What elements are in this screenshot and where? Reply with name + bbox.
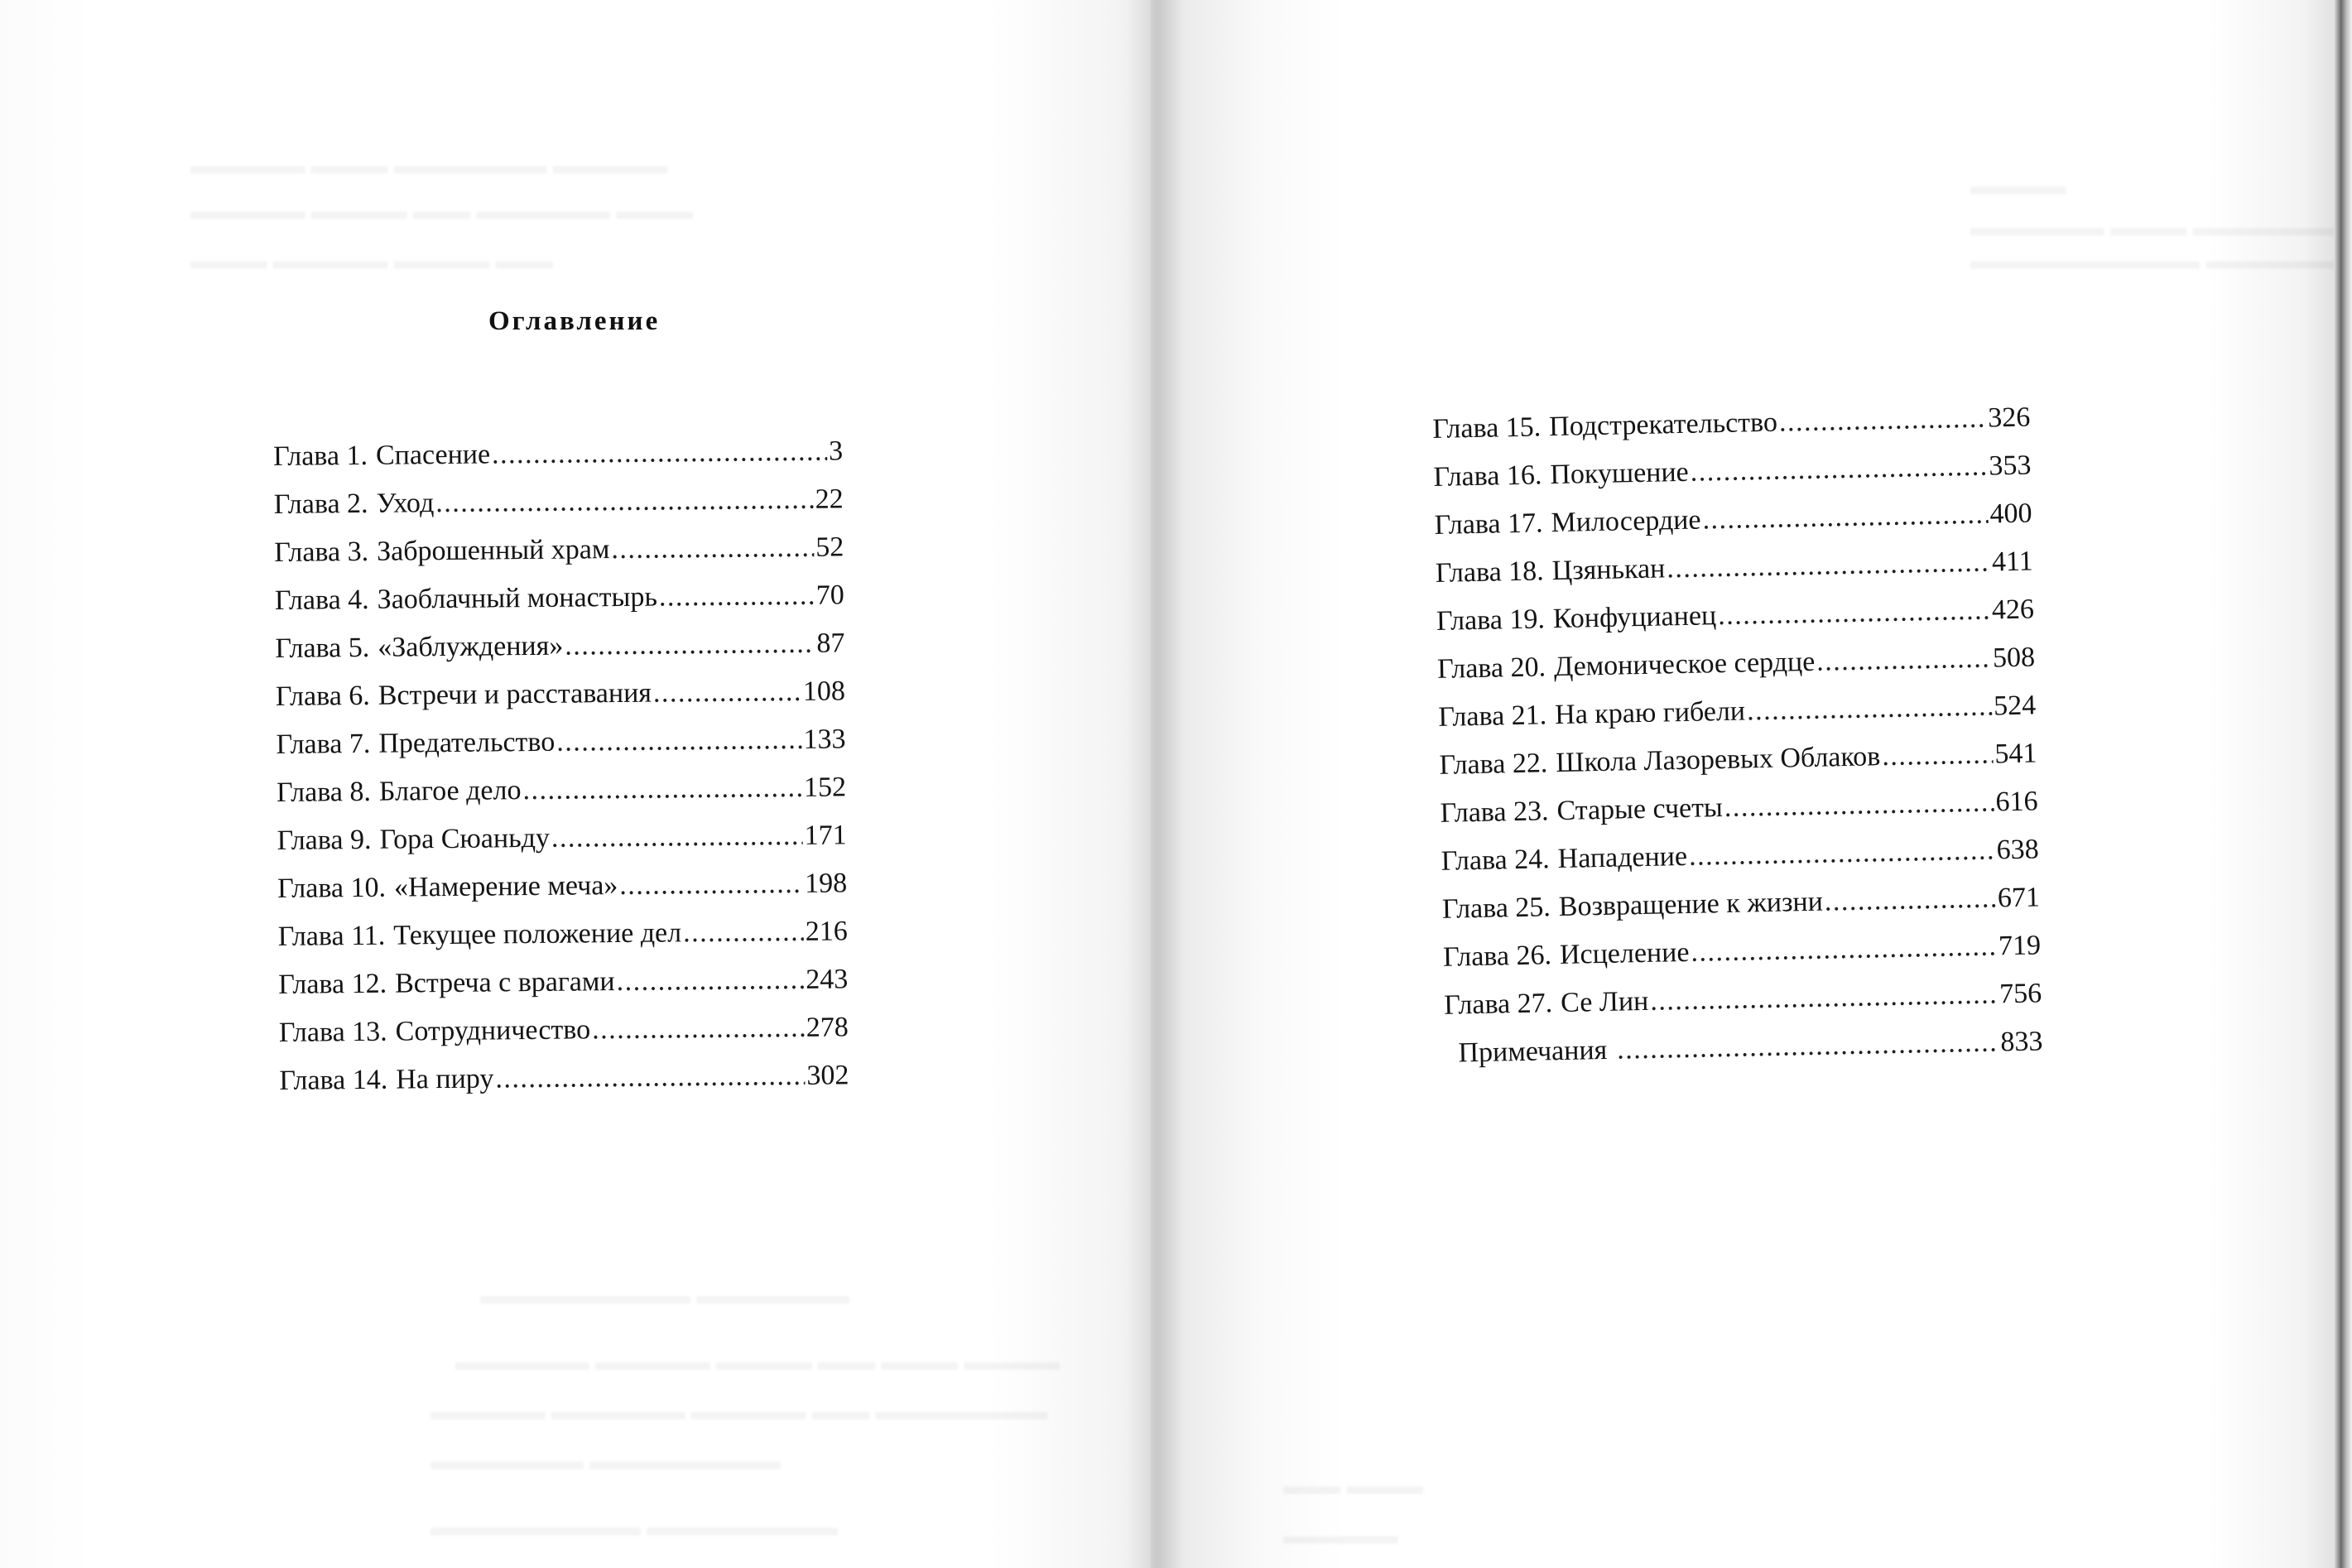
toc-chapter-label: Глава 23. [1440, 796, 1549, 829]
toc-leader-dots [619, 868, 803, 902]
toc-chapter-label: Глава 21. [1437, 700, 1547, 733]
toc-page-number: 541 [1994, 738, 2037, 770]
toc-chapter-label: Глава 3. [274, 536, 369, 568]
toc-leader-dots [495, 1061, 805, 1095]
bleed-through-text [190, 240, 553, 269]
bleed-through-text [1283, 1515, 1397, 1544]
toc-chapter-label: Глава 2. [273, 488, 368, 520]
toc-chapter-label: Глава 18. [1435, 556, 1545, 589]
toc-page-number: 216 [805, 916, 848, 947]
toc-entry [279, 1060, 849, 1113]
toc-entry [275, 580, 845, 633]
toc-entry [278, 916, 849, 969]
toc-chapter-title: Благое дело [378, 775, 522, 807]
toc-chapter-title: Нападение [1557, 840, 1688, 875]
toc-leader-dots [1882, 738, 1994, 772]
toc-leader-dots [1702, 499, 1989, 536]
toc-chapter-title: Текущее положение дел [393, 917, 682, 951]
bleed-through-text [1283, 1465, 1423, 1494]
toc-chapter-title: Се Лин [1560, 985, 1649, 1019]
toc-chapter-label: Глава 1. [273, 440, 368, 472]
toc-list-right [1432, 402, 2043, 1086]
toc-leader-dots [1824, 883, 1996, 917]
toc-chapter-title: Исцеление [1559, 936, 1690, 971]
toc-page-number: 508 [1992, 642, 2036, 674]
book-edge [2334, 0, 2352, 1568]
toc-entry [279, 1012, 849, 1065]
toc-leader-dots [1689, 835, 1995, 872]
toc-entry [275, 628, 845, 681]
bleed-through-text [430, 1507, 838, 1536]
toc-chapter-label: Глава 4. [274, 584, 369, 616]
toc-chapter-label: Глава 6. [275, 680, 370, 712]
toc-leader-dots [556, 724, 802, 758]
toc-chapter-title: Демоническое сердце [1553, 646, 1816, 683]
toc-chapter-title: Спасение [375, 439, 491, 471]
toc-list-left [273, 435, 849, 1113]
toc-leader-dots [1718, 595, 1991, 632]
toc-chapter-label: Глава 10. [277, 872, 387, 904]
bleed-through-text [480, 1275, 849, 1304]
toc-entry [276, 724, 846, 777]
toc-page-number: 756 [1998, 978, 2042, 1010]
toc-chapter-label: Глава 13. [278, 1016, 387, 1048]
toc-chapter-title: Предательство [378, 726, 556, 759]
toc-page-number: 411 [1991, 546, 2034, 578]
toc-chapter-title: Школа Лазоревых Облаков [1555, 741, 1881, 779]
toc-leader-dots [616, 964, 804, 998]
toc-chapter-title: «Намерение меча» [393, 870, 618, 903]
toc-leader-dots [1617, 1027, 1999, 1065]
toc-chapter-title: Старые счеты [1556, 792, 1724, 827]
toc-chapter-title: Конфуцианец [1552, 600, 1717, 635]
toc-leader-dots [1667, 547, 1990, 585]
toc-chapter-label: Глава 24. [1441, 844, 1551, 877]
toc-chapter-title: Покушение [1549, 456, 1690, 491]
toc-leader-dots [653, 676, 801, 709]
toc-page-number: 278 [806, 1012, 849, 1043]
toc-chapter-title: Подстрекательство [1548, 406, 1778, 443]
toc-leader-dots [1650, 979, 1998, 1017]
toc-entry [274, 483, 844, 537]
toc-leader-dots [659, 580, 815, 613]
toc-chapter-label: Глава 17. [1434, 507, 1543, 541]
bleed-through-text [430, 1441, 781, 1469]
toc-chapter-label: Глава 9. [277, 824, 372, 856]
toc-page-number: 22 [815, 483, 844, 515]
toc-page-number: 833 [1999, 1026, 2043, 1058]
toc-leader-dots [1779, 403, 1987, 439]
toc-page-number: 87 [816, 628, 845, 659]
toc-chapter-title: Возвращение к жизни [1558, 886, 1824, 923]
toc-page-number: 616 [1995, 786, 2038, 818]
bleed-through-text [1970, 207, 2352, 236]
toc-entry [277, 820, 847, 873]
toc-chapter-label: Глава 5. [275, 632, 370, 664]
toc-page-number: 638 [1996, 834, 2040, 866]
toc-chapter-label: Глава 15. [1432, 411, 1542, 445]
toc-page-number: 243 [806, 964, 849, 995]
toc-page-number: 108 [802, 676, 846, 707]
toc-title: Оглавление [488, 306, 661, 336]
toc-chapter-title: «Заблуждения» [378, 630, 564, 663]
toc-leader-dots [565, 628, 815, 662]
toc-page-number: 3 [828, 435, 844, 467]
toc-page-number: 198 [804, 868, 848, 899]
toc-chapter-label: Глава 26. [1442, 940, 1552, 973]
toc-entry [274, 531, 844, 585]
bleed-through-text [430, 1391, 1047, 1420]
toc-chapter-title: На пиру [396, 1063, 494, 1095]
toc-chapter-title: Заоблачный монастырь [377, 581, 658, 615]
toc-leader-dots [1816, 643, 1992, 678]
toc-chapter-title: Милосердие [1551, 504, 1701, 539]
toc-leader-dots [1691, 931, 1997, 968]
toc-leader-dots [1747, 691, 1993, 728]
toc-chapter-label: Глава 16. [1433, 459, 1542, 493]
bleed-through-text [455, 1341, 1060, 1370]
toc-chapter-title: Встреча с врагами [394, 966, 615, 999]
toc-page-number: 400 [1989, 498, 2032, 530]
toc-chapter-label: Глава 11. [277, 920, 386, 952]
toc-chapter-label: Глава 20. [1436, 652, 1546, 685]
toc-chapter-title: Заброшенный храм [376, 534, 610, 567]
toc-chapter-label: Глава 25. [1441, 892, 1551, 925]
toc-leader-dots [492, 436, 827, 471]
toc-page-number: 426 [1991, 594, 2035, 626]
toc-leader-dots [435, 484, 814, 519]
toc-chapter-label: Глава 12. [278, 968, 387, 1000]
toc-chapter-title: На краю гибели [1554, 695, 1746, 731]
toc-page-number: 353 [1989, 450, 2032, 482]
toc-leader-dots [551, 820, 803, 854]
toc-page-number: 171 [804, 820, 847, 851]
bleed-through-text [190, 145, 667, 174]
bleed-through-text [1970, 166, 2066, 195]
toc-leader-dots [592, 1012, 805, 1046]
toc-chapter-label: Глава 7. [276, 728, 371, 760]
toc-entry [277, 868, 848, 921]
toc-chapter-label: Глава 19. [1436, 604, 1546, 637]
toc-page-number: 671 [1997, 882, 2041, 914]
toc-leader-dots [1724, 786, 1994, 824]
toc-notes-label: Примечания [1458, 1034, 1608, 1069]
bleed-through-text [1970, 240, 2340, 269]
toc-entry [273, 435, 844, 489]
bleed-through-text [190, 190, 693, 219]
toc-leader-dots [522, 772, 802, 806]
toc-page-number: 302 [806, 1060, 849, 1091]
toc-chapter-label: Глава 14. [279, 1064, 388, 1096]
toc-page-number: 326 [1987, 402, 2031, 434]
toc-chapter-title: Встречи и расставания [378, 677, 652, 711]
toc-leader-dots [683, 916, 804, 949]
toc-chapter-title: Уход [376, 488, 435, 519]
toc-chapter-title: Цзянькан [1551, 553, 1666, 587]
toc-chapter-title: Гора Сюаньду [379, 822, 551, 855]
toc-chapter-label: Глава 22. [1439, 748, 1548, 781]
toc-page-number: 52 [815, 531, 844, 563]
toc-leader-dots [1690, 451, 1987, 488]
toc-entry [278, 964, 849, 1017]
toc-chapter-label: Глава 8. [276, 776, 372, 808]
toc-page-number: 70 [815, 580, 844, 611]
toc-page-number: 152 [803, 772, 847, 803]
toc-entry [276, 676, 846, 729]
toc-page-number: 133 [803, 724, 846, 755]
toc-chapter-title: Сотрудничество [395, 1014, 591, 1047]
toc-entry [277, 772, 847, 825]
toc-chapter-label: Глава 27. [1443, 988, 1553, 1021]
toc-page-number: 524 [1993, 690, 2037, 722]
toc-page-number: 719 [1998, 930, 2042, 962]
toc-leader-dots [611, 532, 814, 565]
